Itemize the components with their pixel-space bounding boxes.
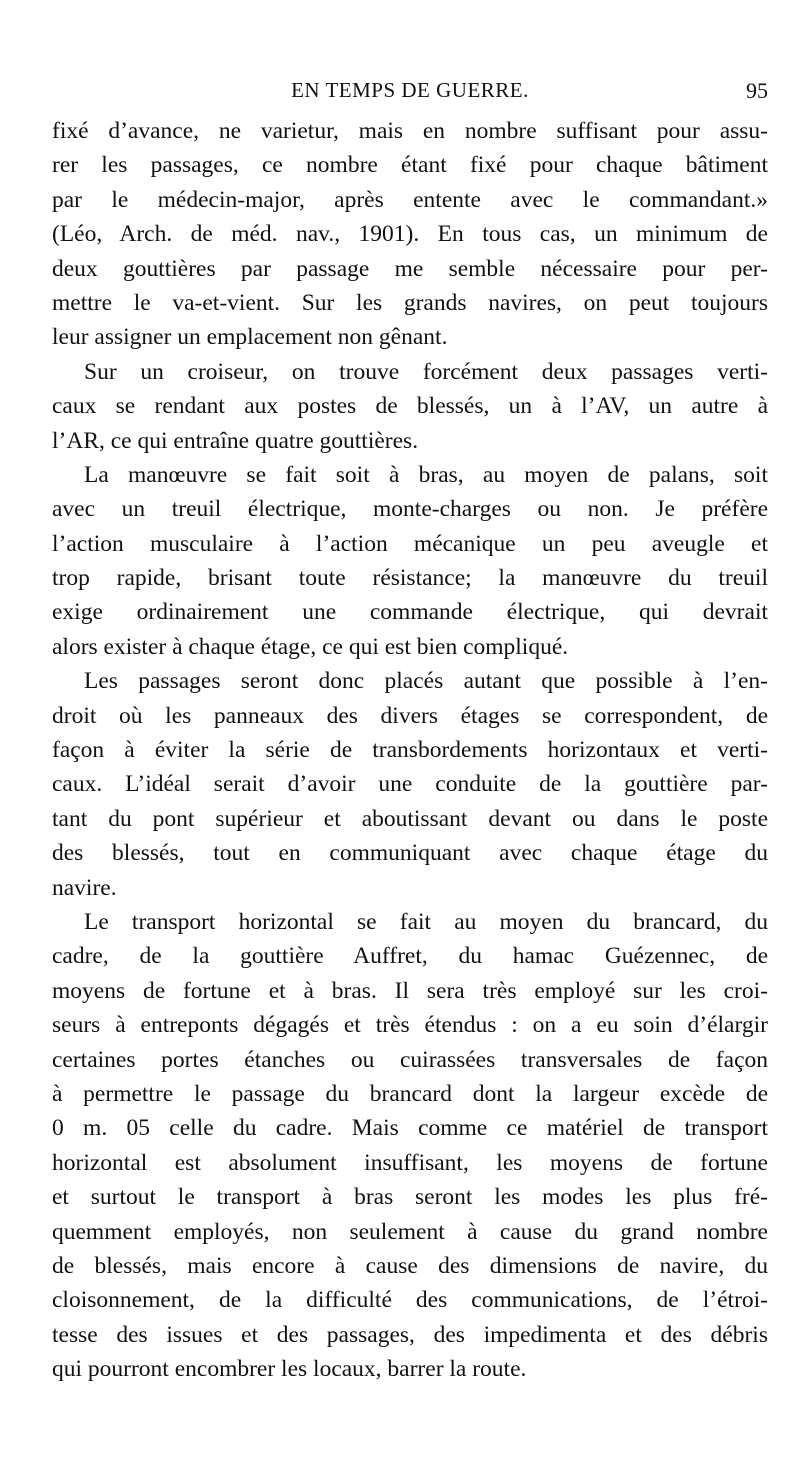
page-number: 95 [746, 78, 768, 103]
text-line: Sur un croiseur, on trouve forcément deux passages verti- [84, 358, 768, 385]
text-line: caux se rendant aux postes de blessés, un à l’AV, un autre à [52, 393, 768, 420]
text-line: tant du pont supérieur et aboutissant devant ou dans le poste [52, 805, 768, 832]
text-line: exige ordinairement une commande électrique, qui devrait [52, 599, 768, 626]
text-line: l’AR, ce qui entraîne quatre gouttières. [52, 427, 419, 454]
text-line: par le médecin-major, après entente avec le commandant.» [52, 186, 768, 213]
text-line: horizontal est absolument insuffisant, les moyens de fortune [52, 1149, 768, 1176]
text-line: avec un treuil électrique, monte-charges ou non. Je préfère [52, 496, 768, 523]
text-line: rer les passages, ce nombre étant fixé pour chaque bâtiment [52, 152, 768, 179]
text-line: Les passages seront donc placés autant que possible à l’en- [84, 668, 768, 695]
text-line: l’action musculaire à l’action mécanique un peu aveugle et [52, 530, 768, 557]
text-line: La manœuvre se fait soit à bras, au moyen de palans, soit [84, 461, 768, 488]
text-line: moyens de fortune et à bras. Il sera très employé sur les croi- [52, 977, 768, 1004]
running-title: EN TEMPS DE GUERRE. [291, 78, 529, 102]
text-line: droit où les panneaux des divers étages se correspondent, de [52, 702, 768, 729]
text-line: tesse des issues et des passages, des impedimenta et des débris [52, 1321, 768, 1348]
text-line: quemment employés, non seulement à cause du grand nombre [52, 1218, 768, 1245]
text-line: deux gouttières par passage me semble nécessaire pour per- [52, 255, 768, 282]
text-line: façon à éviter la série de transbordements horizontaux et verti- [52, 737, 768, 764]
text-line: de blessés, mais encore à cause des dimensions de navire, du [52, 1252, 768, 1279]
text-line: caux. L’idéal serait d’avoir une conduite de la gouttière par- [52, 771, 768, 798]
text-line: navire. [52, 874, 117, 901]
text-line: cadre, de la gouttière Auffret, du hamac Guézennec, de [52, 943, 768, 970]
text-line: des blessés, tout en communiquant avec chaque étage du [52, 840, 768, 867]
text-line: qui pourront encombrer les locaux, barrer la route. [52, 1356, 527, 1383]
text-line: seurs à entreponts dégagés et très étendus : on a eu soin d’élargir [52, 1012, 768, 1039]
text-line: à permettre le passage du brancard dont la largeur excède de [52, 1080, 768, 1107]
body-text [52, 114, 768, 1386]
text-line: alors exister à chaque étage, ce qui est bien compliqué. [52, 633, 569, 660]
text-line: 0 m. 05 celle du cadre. Mais comme ce matériel de transport [52, 1115, 768, 1142]
text-line: Le transport horizontal se fait au moyen du brancard, du [84, 908, 768, 935]
running-head [52, 78, 768, 106]
text-line: trop rapide, brisant toute résistance; la manœuvre du treuil [52, 565, 768, 592]
text-line: mettre le va-et-vient. Sur les grands navires, on peut toujours [52, 289, 768, 316]
text-line: et surtout le transport à bras seront les modes les plus fré- [52, 1184, 768, 1211]
text-line: certaines portes étanches ou cuirassées transversales de façon [52, 1046, 768, 1073]
text-line: fixé d’avance, ne varietur, mais en nombre suffisant pour assu- [52, 118, 768, 144]
text-line: (Léo, Arch. de méd. nav., 1901). En tous cas, un minimum de [52, 221, 768, 248]
text-line: cloisonnement, de la difficulté des communications, de l’étroi- [52, 1287, 768, 1314]
text-line: leur assigner un emplacement non gênant. [52, 324, 448, 351]
